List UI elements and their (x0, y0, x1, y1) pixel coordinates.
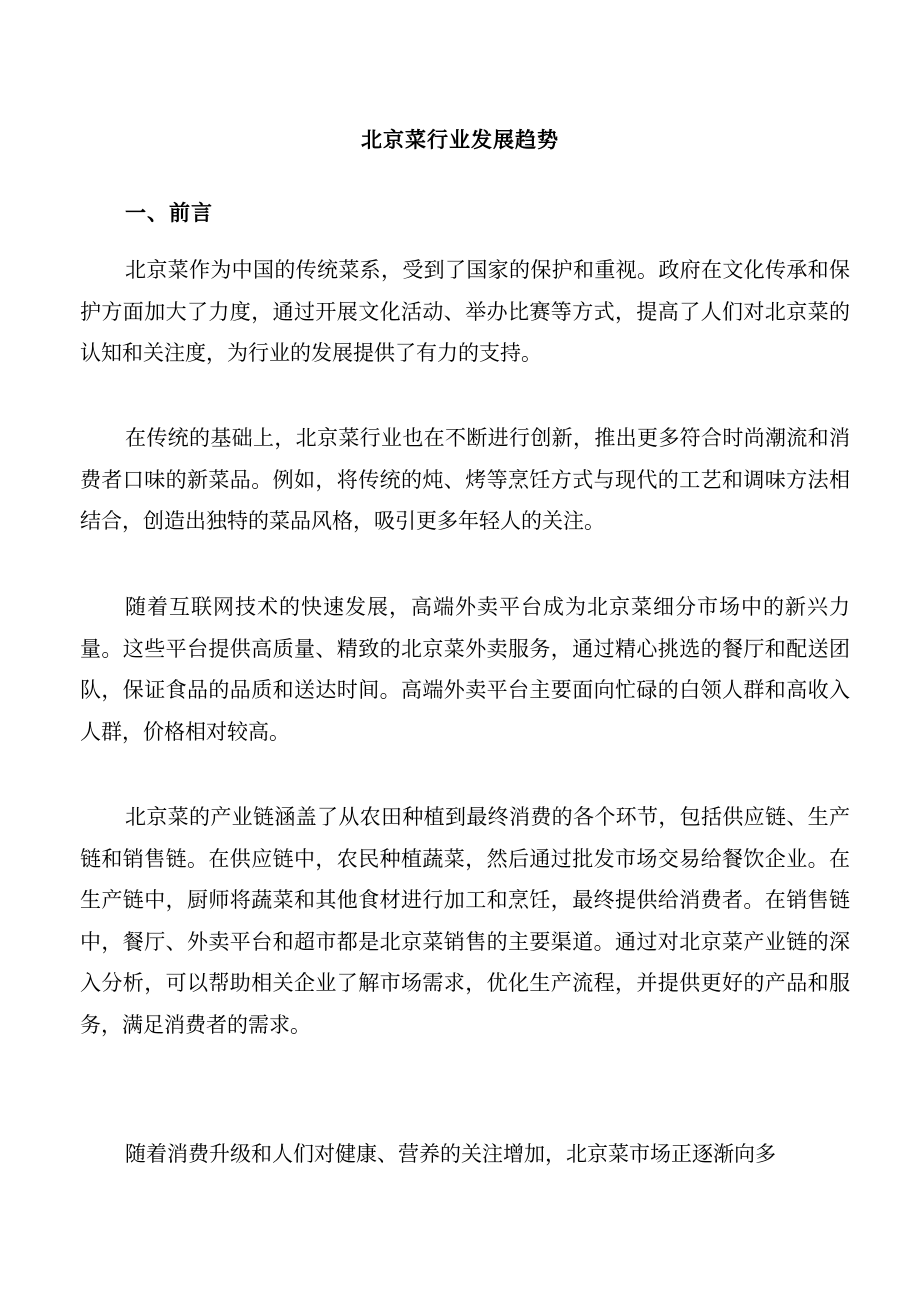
paragraph: 随着互联网技术的快速发展，高端外卖平台成为北京菜细分市场中的新兴力量。这些平台提供高质量、精致的北京菜外卖服务，通过精心挑选的餐厅和配送团队，保证食品的品质和送达时间。高端外卖平台主要面向忙碌的白领人群和高收入人群，价格相对较高。 (80, 595, 850, 744)
section-heading: 一、前言 (125, 200, 213, 225)
paragraph: 在传统的基础上，北京菜行业也在不断进行创新，推出更多符合时尚潮流和消费者口味的新菜品。例如，将传统的炖、烤等烹饪方式与现代的工艺和调味方法相结合，创造出独特的菜品风格，吸引更多年轻人的关注。 (80, 426, 850, 533)
paragraph: 北京菜的产业链涵盖了从农田种植到最终消费的各个环节，包括供应链、生产链和销售链。在供应链中，农民种植蔬菜，然后通过批发市场交易给餐饮企业。在生产链中，厨师将蔬菜和其他食材进行加工和烹饪，最终提供给消费者。在销售链中，餐厅、外卖平台和超市都是北京菜销售的主要渠道。通过对北京菜产业链的深入分析，可以帮助相关企业了解市场需求，优化生产流程，并提供更好的产品和服务，满足消费者的需求。 (80, 805, 850, 1037)
paragraph: 随着消费升级和人们对健康、营养的关注增加，北京菜市场正逐渐向多 (125, 1142, 776, 1166)
paragraph: 北京菜作为中国的传统菜系，受到了国家的保护和重视。政府在文化传承和保护方面加大了力度，通过开展文化活动、举办比赛等方式，提高了人们对北京菜的认知和关注度，为行业的发展提供了有力的支持。 (80, 258, 850, 365)
document-title: 北京菜行业发展趋势 (361, 127, 559, 152)
